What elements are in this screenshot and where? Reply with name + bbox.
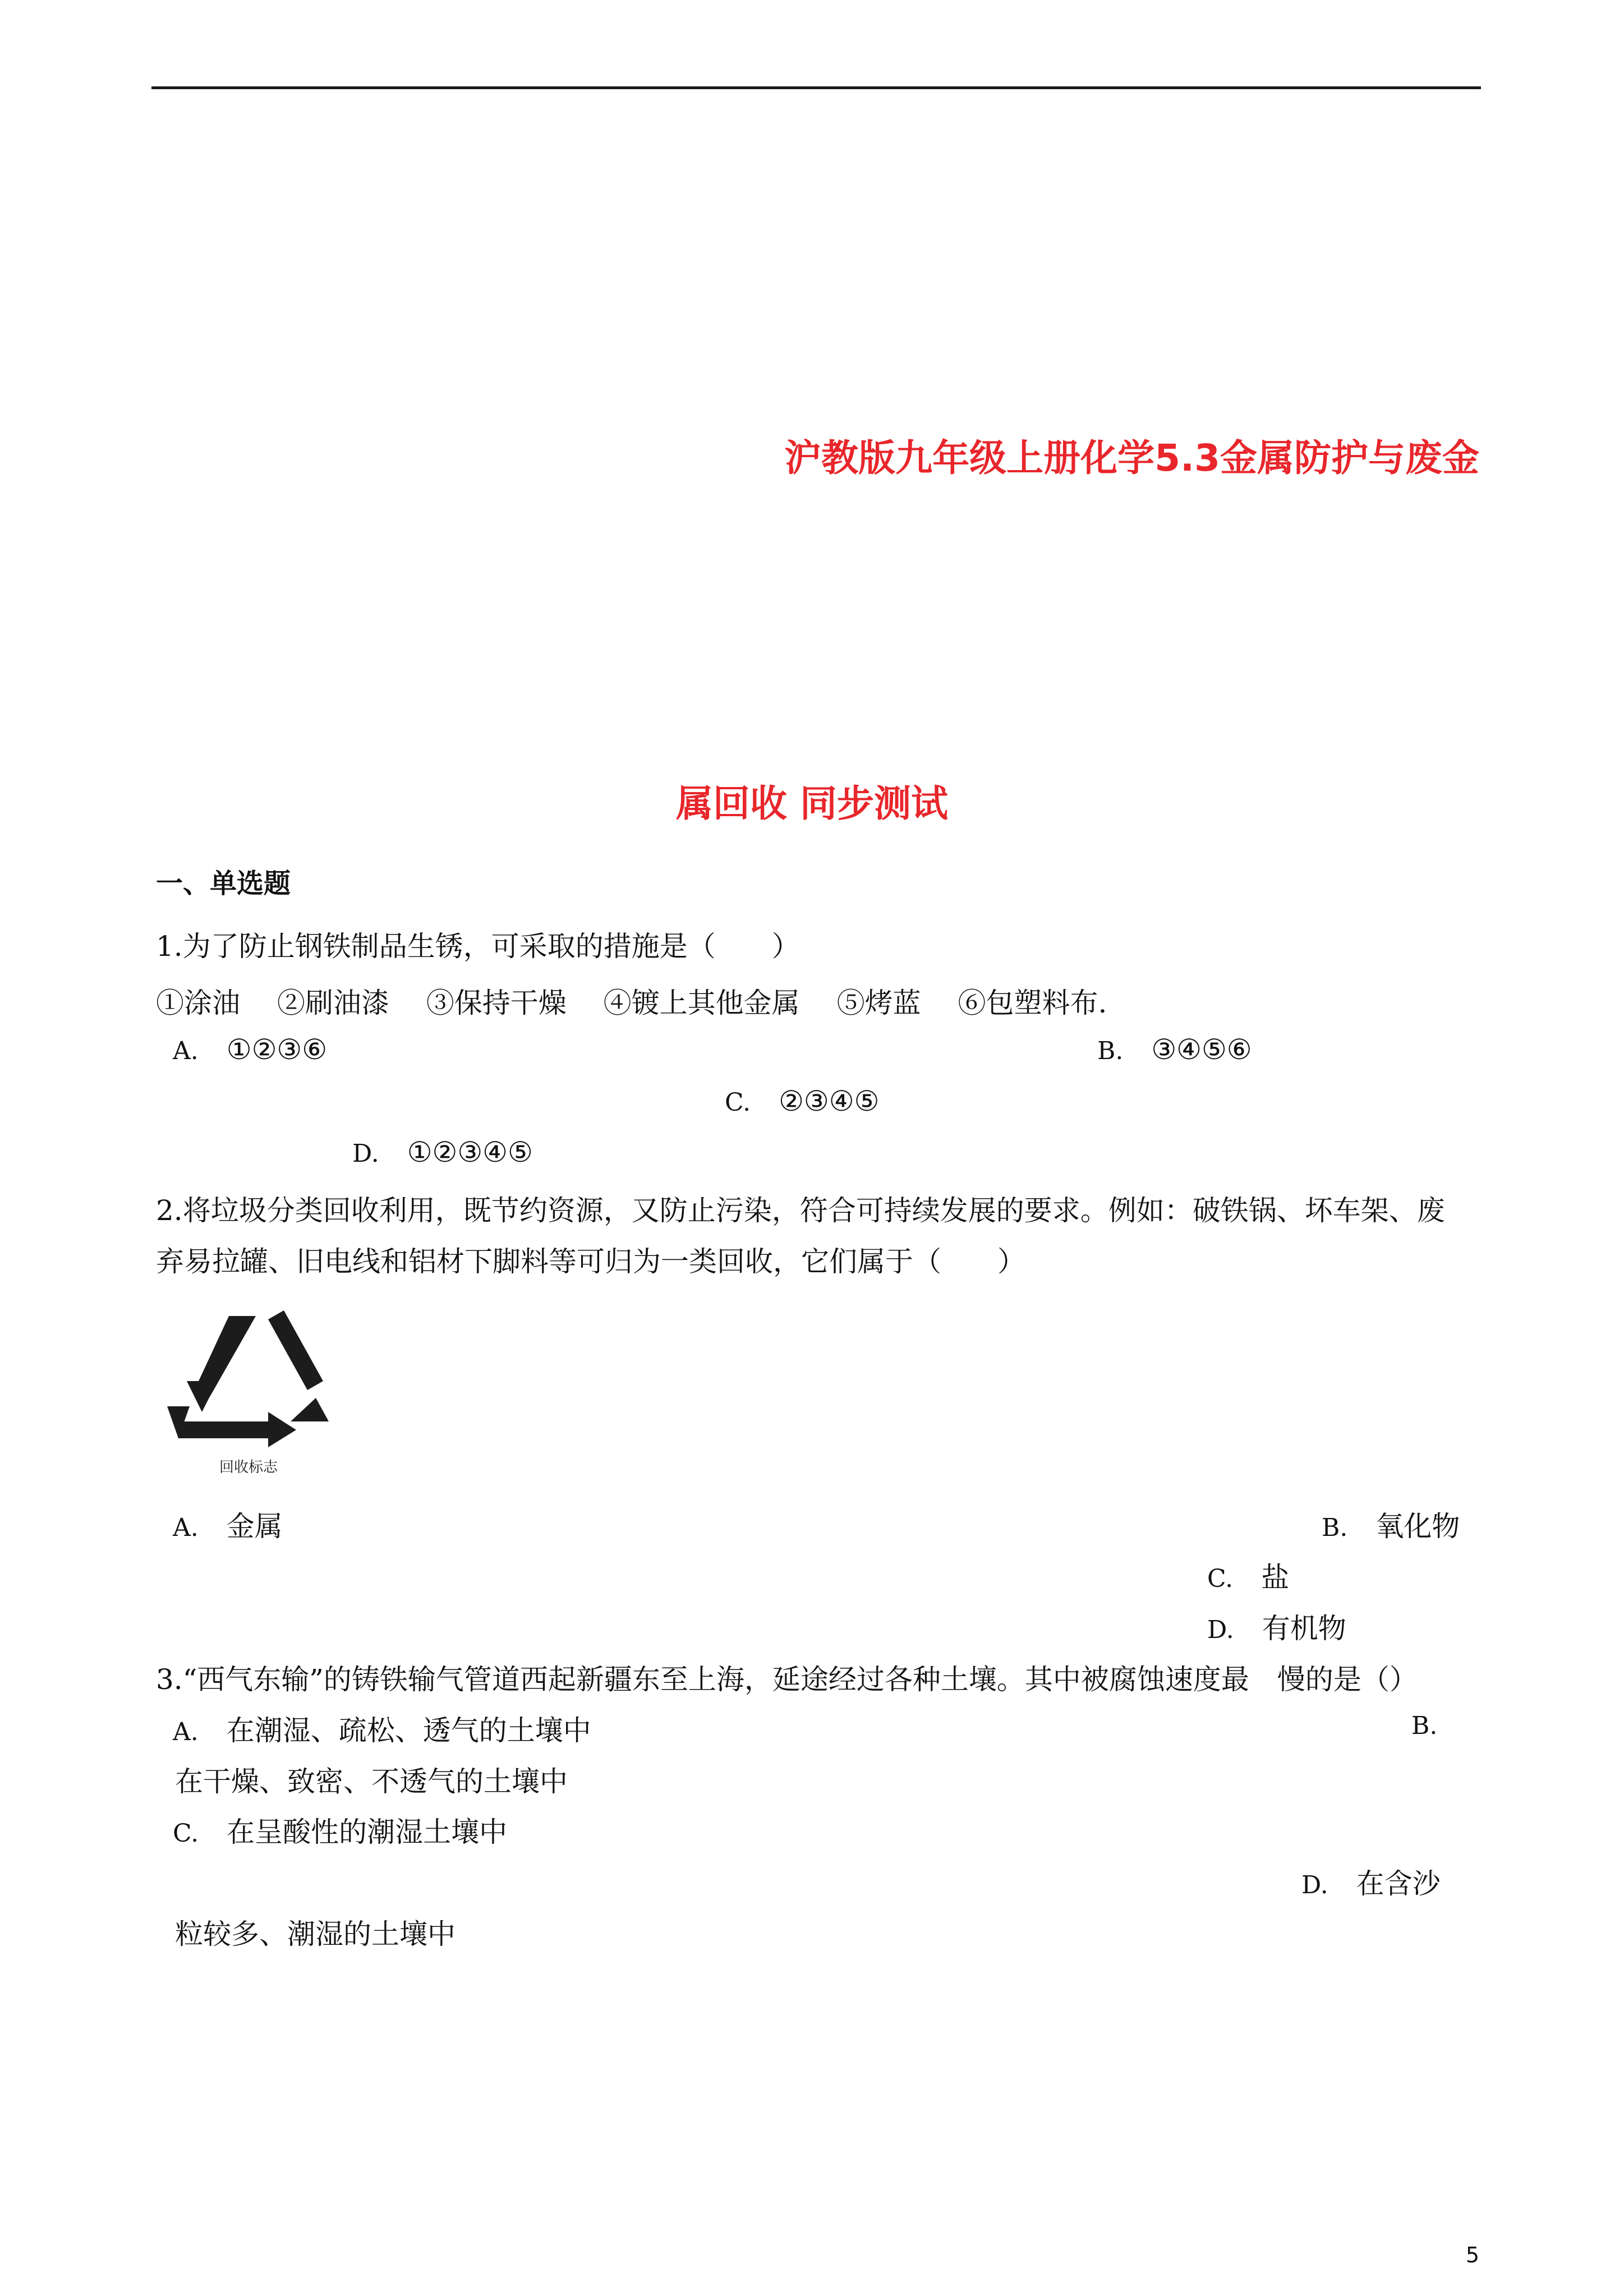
option-label: C. [1207,1565,1234,1593]
option-label: D. [352,1139,379,1168]
question-3-option-b-text: 在干燥、致密、不透气的土壤中 [175,1765,568,1798]
option-label: C. [725,1088,751,1117]
question-2-stem-line-2: 弃易拉罐、旧电线和铝材下脚料等可归为一类回收，它们属于（ ） [156,1245,1025,1278]
option-label: D. [1207,1616,1234,1644]
question-1-option-b [1097,1033,1252,1066]
question-2-option-d [1207,1606,1346,1646]
option-text: 在潮湿、疏松、透气的土壤中 [226,1714,591,1747]
question-3-option-d-continued: 粒较多、潮湿的土壤中 [175,1918,456,1950]
option-label: C. [173,1819,199,1848]
question-2-option-a [173,1504,283,1544]
question-2-stem-line-1: 2.将垃圾分类回收利用，既节约资源，又防止污染，符合可持续发展的要求。例如：破铁锅、坏车架、废 [156,1194,1445,1227]
option-label: A. [173,1513,199,1542]
option-label: D. [1301,1871,1328,1899]
section-heading: 一、单选题 [156,868,291,899]
question-1-items: ①涂油 ②刷油漆 ③保持干燥 ④镀上其他金属 ⑤烤蓝 ⑥包塑料布. [156,987,1107,1019]
question-2-option-c [1207,1555,1289,1595]
document-title-line-1: 沪教版九年级上册化学5.3金属防护与废金 [784,436,1479,480]
option-text: ②③④⑤ [779,1085,880,1117]
option-text: 有机物 [1262,1612,1346,1645]
question-1-option-a [173,1033,327,1066]
option-text: 在含沙 [1356,1867,1441,1900]
question-2-option-b [1322,1504,1460,1544]
document-title-line-2: 属回收 同步测试 [676,782,948,825]
option-text: ③④⑤⑥ [1151,1033,1252,1066]
question-1-option-c [725,1085,879,1117]
question-3-stem: 3.“西气东输”的铸铁输气管道西起新疆东至上海，延途经过各种土壤。其中被腐蚀速度最 慢的是（） [156,1663,1418,1696]
option-label: A. [173,1037,199,1065]
option-text: 氧化物 [1375,1510,1460,1543]
question-1-option-d [352,1136,533,1168]
option-label: B. [1322,1513,1348,1542]
question-3-option-d [1301,1861,1441,1902]
question-3-option-b-label [1411,1708,1437,1741]
option-text: 在呈酸性的潮湿土壤中 [227,1816,508,1848]
question-3-option-c [173,1810,507,1850]
page-number: 5 [1465,2243,1479,2267]
option-text: ①②③⑥ [226,1033,328,1066]
header-rule [151,86,1481,89]
option-label: A. [173,1718,199,1746]
recycle-symbol-icon [156,1297,341,1482]
option-label: B. [1411,1711,1438,1740]
option-text: ①②③④⑤ [407,1136,533,1168]
recycle-caption: 回收标志 [219,1459,278,1476]
option-text: 金属 [226,1510,283,1543]
option-label: B. [1097,1037,1124,1065]
question-3-option-a [173,1708,591,1749]
option-text: 盐 [1261,1561,1290,1594]
question-1-stem: 1.为了防止钢铁制品生锈，可采取的措施是（ ） [156,930,800,963]
